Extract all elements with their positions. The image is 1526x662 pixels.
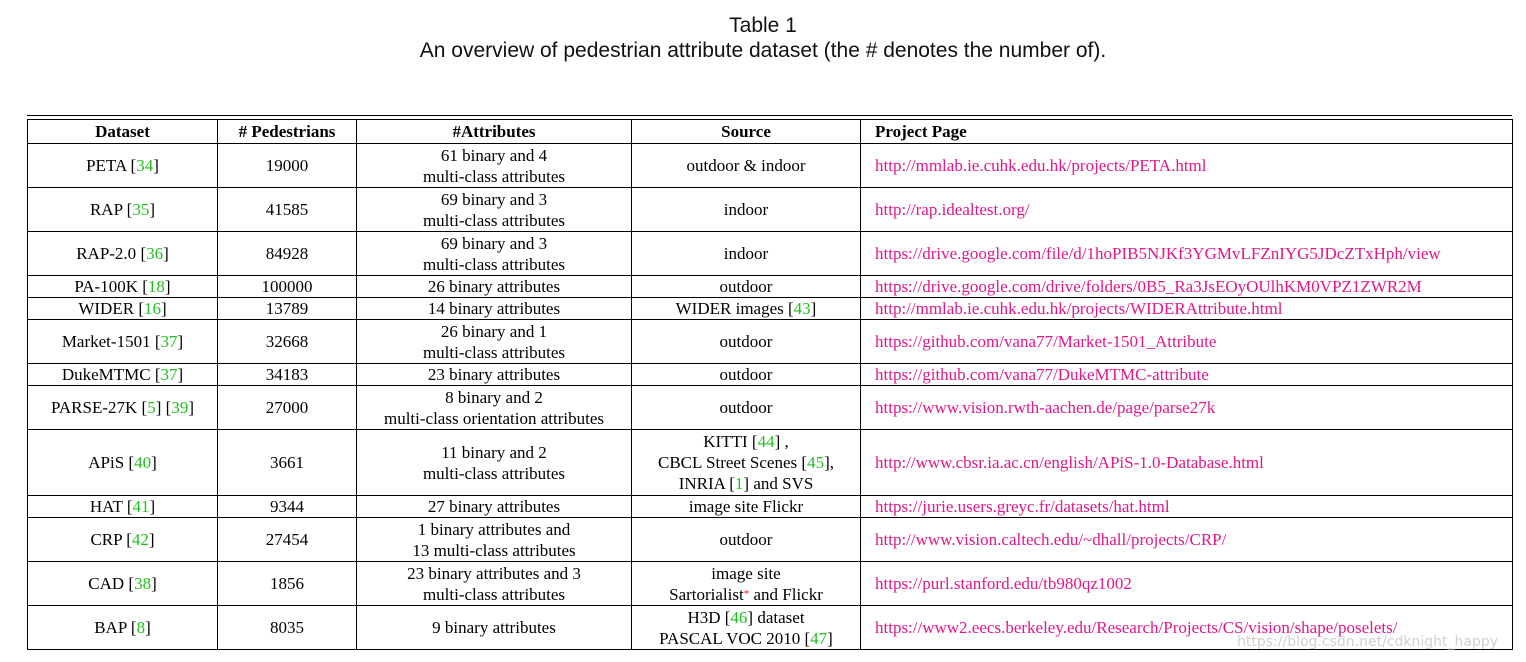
attributes-line: multi-class attributes <box>422 584 566 604</box>
table-row <box>28 232 1513 276</box>
pedestrians-cell: 84928 <box>218 232 357 276</box>
attributes-cell <box>357 364 632 386</box>
attributes-cell <box>357 276 632 298</box>
citation-ref[interactable]: 37 <box>160 332 178 351</box>
attributes-cell <box>357 518 632 562</box>
attributes-cell <box>357 562 632 606</box>
citation-ref[interactable]: 47 <box>810 628 828 648</box>
dataset-name: PARSE-27K <box>51 398 138 417</box>
source-line: PASCAL VOC 2010 [47] <box>659 628 833 648</box>
table-row <box>28 562 1513 606</box>
attributes-line: 26 binary and 1 <box>440 321 548 341</box>
pedestrians-cell: 8035 <box>218 606 357 650</box>
pedestrians-cell: 27454 <box>218 518 357 562</box>
citation-ref[interactable]: 18 <box>147 277 165 296</box>
table-top-rule <box>27 115 1512 116</box>
dataset-name: CAD <box>88 574 125 593</box>
table-row <box>28 320 1513 364</box>
citation-ref[interactable]: 36 <box>146 244 164 263</box>
source-line: CBCL Street Scenes [45], <box>658 453 834 472</box>
header-dataset: Dataset <box>28 120 218 144</box>
source-text: WIDER images [ <box>675 299 794 318</box>
dataset-cell: HAT [41] <box>28 496 218 518</box>
citation-ref[interactable]: 37 <box>160 365 178 384</box>
source-line: KITTI [44] , <box>703 432 789 451</box>
table-row <box>28 364 1513 386</box>
source-cell: indoor <box>632 232 861 276</box>
source-cell: outdoor <box>632 276 861 298</box>
table-body <box>28 144 1513 650</box>
attributes-cell <box>357 232 632 276</box>
table-label: Table 1 <box>729 14 797 37</box>
source-text: H3D <box>687 607 725 627</box>
attributes-cell <box>357 430 632 496</box>
dataset-cell: WIDER [16] <box>28 298 218 320</box>
dataset-name: CRP <box>90 530 122 549</box>
citation-ref[interactable]: 45 <box>807 453 825 472</box>
project-page-link[interactable]: https://purl.stanford.edu/tb980qz1002 <box>875 574 1132 593</box>
source-cell <box>632 562 861 606</box>
dataset-name: HAT <box>89 497 123 516</box>
project-page-cell <box>861 364 1513 386</box>
source-line: INRIA [1] and SVS <box>678 474 814 493</box>
dataset-name: RAP-2.0 <box>76 244 137 263</box>
project-page-link[interactable]: https://drive.google.com/file/d/1hoPIB5NJKf3YGMvLFZnIYG5JDcZTxHph/view <box>875 244 1441 263</box>
header-attributes: #Attributes <box>357 120 632 144</box>
pedestrians-cell: 13789 <box>218 298 357 320</box>
attributes-line: 9 binary attributes <box>432 618 556 637</box>
table-row <box>28 430 1513 496</box>
project-page-cell <box>861 562 1513 606</box>
project-page-link[interactable]: http://www.cbsr.ia.ac.cn/english/APiS-1.0-Database.html <box>875 453 1264 472</box>
dataset-cell: PETA [34] <box>28 144 218 188</box>
source-text: PASCAL VOC 2010 <box>659 628 805 648</box>
source-cell <box>632 430 861 496</box>
attributes-cell <box>357 320 632 364</box>
dataset-name: PETA <box>86 156 127 175</box>
attributes-line: 26 binary attributes <box>427 277 561 296</box>
attributes-line: multi-class attributes <box>422 463 566 483</box>
dataset-name: Market-1501 <box>61 332 151 351</box>
project-page-link[interactable]: http://rap.idealtest.org/ <box>875 200 1030 219</box>
pedestrians-cell: 34183 <box>218 364 357 386</box>
table-row <box>28 496 1513 518</box>
project-page-link[interactable]: https://github.com/vana77/Market-1501_Attribute <box>875 332 1217 351</box>
pedestrians-cell: 3661 <box>218 430 357 496</box>
header-project-page: Project Page <box>861 120 1513 144</box>
project-page-link[interactable]: https://drive.google.com/drive/folders/0B5_Ra3JsEOyOUlhKM0VPZ1ZWR2M <box>875 277 1422 296</box>
citation-ref[interactable]: 5 <box>147 398 156 417</box>
source-cell: outdoor <box>632 386 861 430</box>
citation-ref[interactable]: 1 <box>734 474 744 493</box>
attributes-line: 23 binary attributes and 3 <box>407 563 581 583</box>
source-line <box>638 563 854 584</box>
table-row <box>28 518 1513 562</box>
table-row <box>28 298 1513 320</box>
attributes-line: 61 binary and 4 <box>440 145 548 165</box>
source-text: CBCL Street Scenes <box>658 453 802 472</box>
project-page-cell <box>861 430 1513 496</box>
dataset-cell: DukeMTMC [37] <box>28 364 218 386</box>
table-row <box>28 144 1513 188</box>
citation-ref[interactable]: 35 <box>132 200 150 219</box>
citation-ref[interactable]: 42 <box>131 530 149 549</box>
dataset-cell: CAD [38] <box>28 562 218 606</box>
dataset-cell: PA-100K [18] <box>28 276 218 298</box>
dataset-cell: Market-1501 [37] <box>28 320 218 364</box>
citation-ref[interactable]: 43 <box>793 299 811 318</box>
dataset-name: APiS <box>88 453 125 472</box>
table-row <box>28 386 1513 430</box>
pedestrians-cell: 41585 <box>218 188 357 232</box>
table-row <box>28 276 1513 298</box>
source-cell: indoor <box>632 188 861 232</box>
attributes-cell <box>357 496 632 518</box>
pedestrians-cell: 1856 <box>218 562 357 606</box>
attributes-line: 27 binary attributes <box>427 497 561 516</box>
source-text: , <box>780 432 789 451</box>
citation-ref[interactable]: 46 <box>730 607 748 627</box>
attributes-line: multi-class attributes <box>422 210 566 230</box>
project-page-link[interactable]: https://jurie.users.greyc.fr/datasets/hat.html <box>875 497 1170 516</box>
project-page-cell <box>861 518 1513 562</box>
project-page-cell <box>861 386 1513 430</box>
dataset-cell: APiS [40] <box>28 430 218 496</box>
source-text: image site <box>711 563 781 583</box>
citation-ref[interactable]: 8 <box>136 618 146 637</box>
pedestrians-cell: 19000 <box>218 144 357 188</box>
source-text: Sartorialist <box>669 584 744 604</box>
citation-ref[interactable]: 39 <box>171 398 189 417</box>
source-cell: outdoor & indoor <box>632 144 861 188</box>
source-text: and Flickr <box>749 584 823 604</box>
attributes-line: multi-class attributes <box>422 254 566 274</box>
pedestrians-cell: 9344 <box>218 496 357 518</box>
dataset-cell: PARSE-27K [5] [39] <box>28 386 218 430</box>
attributes-line: 69 binary and 3 <box>440 189 548 209</box>
source-cell: outdoor <box>632 320 861 364</box>
project-page-cell <box>861 320 1513 364</box>
table-caption: An overview of pedestrian attribute dataset (the # denotes the number of). <box>419 39 1107 62</box>
attributes-cell <box>357 298 632 320</box>
header-source: Source <box>632 120 861 144</box>
source-cell: outdoor <box>632 364 861 386</box>
project-page-link[interactable]: https://www.vision.rwth-aachen.de/page/parse27k <box>875 398 1216 417</box>
attributes-cell <box>357 188 632 232</box>
pedestrians-cell: 32668 <box>218 320 357 364</box>
source-line: H3D [46] dataset <box>687 607 805 627</box>
citation-ref[interactable]: 40 <box>134 453 152 472</box>
project-page-cell <box>861 496 1513 518</box>
dataset-cell: BAP [8] <box>28 606 218 650</box>
citation-ref[interactable]: 16 <box>143 299 161 318</box>
dataset-table <box>27 119 1513 650</box>
pedestrians-cell: 27000 <box>218 386 357 430</box>
citation-ref[interactable]: 44 <box>757 432 775 451</box>
dataset-cell: RAP-2.0 [36] <box>28 232 218 276</box>
attributes-cell <box>357 144 632 188</box>
source-cell: WIDER images [43] <box>632 298 861 320</box>
source-line <box>638 584 854 605</box>
attributes-line: multi-class orientation attributes <box>383 408 604 428</box>
dataset-name: RAP <box>89 200 123 219</box>
source-text: dataset <box>753 607 805 627</box>
attributes-cell <box>357 606 632 650</box>
source-cell <box>632 606 861 650</box>
citation-ref[interactable]: 34 <box>136 156 154 175</box>
pedestrians-cell: 100000 <box>218 276 357 298</box>
project-page-cell <box>861 188 1513 232</box>
project-page-cell <box>861 298 1513 320</box>
table-header-row <box>28 120 1513 144</box>
dataset-name: PA-100K <box>74 277 138 296</box>
dataset-cell: CRP [42] <box>28 518 218 562</box>
source-text: and SVS <box>749 474 814 493</box>
dataset-name: DukeMTMC <box>61 365 151 384</box>
project-page-cell <box>861 276 1513 298</box>
attributes-line: 14 binary attributes <box>427 299 561 318</box>
project-page-link[interactable]: https://www2.eecs.berkeley.edu/Research/Projects/CS/vision/shape/poselets/ <box>875 618 1398 637</box>
source-cell: image site Flickr <box>632 496 861 518</box>
attributes-line: 69 binary and 3 <box>440 233 548 253</box>
attributes-line: 8 binary and 2 <box>445 387 543 407</box>
attributes-cell <box>357 386 632 430</box>
dataset-name: WIDER <box>78 299 135 318</box>
citation-ref[interactable]: 41 <box>132 497 150 516</box>
project-page-link[interactable]: https://github.com/vana77/DukeMTMC-attribute <box>875 365 1209 384</box>
project-page-link[interactable]: http://mmlab.ie.cuhk.edu.hk/projects/WIDERAttribute.html <box>875 299 1283 318</box>
source-cell: outdoor <box>632 518 861 562</box>
source-text: , <box>829 453 834 472</box>
header-pedestrians: # Pedestrians <box>218 120 357 144</box>
attributes-line: 23 binary attributes <box>427 365 561 384</box>
project-page-cell <box>861 232 1513 276</box>
attributes-line: 1 binary attributes and <box>417 519 571 539</box>
project-page-cell <box>861 144 1513 188</box>
source-text: KITTI <box>703 432 752 451</box>
project-page-link[interactable]: http://www.vision.caltech.edu/~dhall/projects/CRP/ <box>875 530 1227 549</box>
source-text: INRIA <box>678 474 730 493</box>
attributes-line: multi-class attributes <box>422 166 566 186</box>
project-page-link[interactable]: http://mmlab.ie.cuhk.edu.hk/projects/PETA.html <box>875 156 1207 175</box>
dataset-cell: RAP [35] <box>28 188 218 232</box>
table-row <box>28 188 1513 232</box>
watermark: https://blog.csdn.net/cdknight_happy <box>1237 634 1498 650</box>
attributes-line: multi-class attributes <box>422 342 566 362</box>
dataset-name: BAP <box>94 618 127 637</box>
footnote-star: * <box>743 587 750 600</box>
citation-ref[interactable]: 38 <box>134 574 152 593</box>
attributes-line: 13 multi-class attributes <box>412 540 576 560</box>
attributes-line: 11 binary and 2 <box>441 442 547 462</box>
